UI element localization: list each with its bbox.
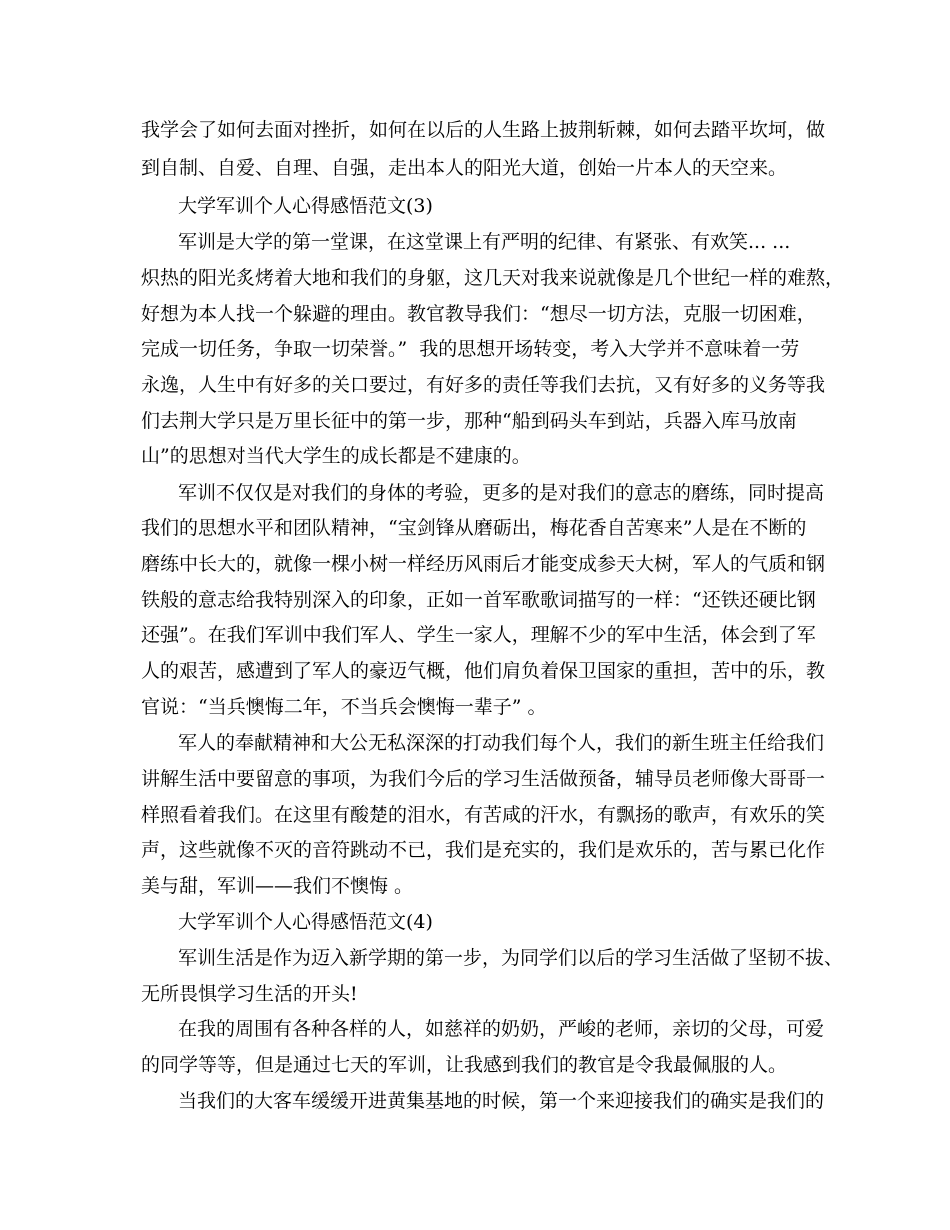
text-line: 军训是大学的第一堂课，在这堂课上有严明的纪律、有紧张、有欢笑... ... (178, 231, 791, 253)
text-line: 还强”。在我们军训中我们军人、学生一家人，理解不少的军中生活，体会到了军 (141, 624, 816, 646)
text-line: 的同学等等，但是通过七天的军训，让我感到我们的教官是令我最佩服的人。 (141, 1054, 788, 1076)
text-line: 军训不仅仅是对我们的身体的考验，更多的是对我们的意志的磨练，同时提高 (178, 482, 825, 504)
text-line: 磨练中长大的，就像一棵小树一样经历风雨后才能变成参天大树，军人的气质和钢 (141, 553, 826, 575)
text-line: 样照看着我们。在这里有酸楚的泪水，有苦咸的汗水，有飘扬的歌声，有欢乐的笑 (141, 804, 826, 826)
text-line: 永逸，人生中有好多的关口要过，有好多的责任等我们去抗，又有好多的义务等我 (141, 374, 826, 396)
text-line: 人的艰苦，感遭到了军人的豪迈气概，他们肩负着保卫国家的重担，苦中的乐，教 (141, 660, 826, 682)
text-line: 好想为本人找一个躲避的理由。教官教导我们：“想尽一切方法，克服一切困难， (141, 303, 816, 325)
text-line: 讲解生活中要留意的事项，为我们今后的学习生活做预备，辅导员老师像大哥哥一 (141, 768, 826, 790)
section-heading: 大学军训个人心得感悟范文(4) (178, 911, 433, 933)
text-line: 军训生活是作为迈入新学期的第一步，为同学们以后的学习生活做了坚韧不拔、 (178, 947, 844, 969)
text-line: 声，这些就像不灭的音符跳动不已，我们是充实的，我们是欢乐的，苦与累已化作 (141, 839, 826, 861)
text-line: 在我的周围有各种各样的人，如慈祥的奶奶，严峻的老师，亲切的父母，可爱 (178, 1018, 825, 1040)
text-line: 无所畏惧学习生活的开头! (141, 983, 358, 1005)
text-line: 官说：“当兵懊悔二年，不当兵会懊悔一辈子” 。 (141, 696, 547, 718)
text-line: 们去荆大学只是万里长征中的第一步，那种“船到码头车到站，兵器入库马放南 (141, 410, 797, 432)
section-heading: 大学军训个人心得感悟范文(3) (178, 195, 433, 217)
text-line: 山”的思想对当代大学生的成长都是不建康的。 (141, 445, 531, 467)
text-line: 到自制、自爱、自理、自强，走出本人的阳光大道，创始一片本人的天空来。 (141, 157, 788, 179)
text-line: 铁般的意志给我特别深入的印象，正如一首军歌歌词描写的一样：“还铁还硬比钢 (141, 589, 816, 611)
text-line: 当我们的大客车缓缓开进黄集基地的时候，第一个来迎接我们的确实是我们的 (178, 1090, 825, 1112)
text-line: 完成一切任务，争取一切荣誉。” 我的思想开场转变，考入大学并不意味着一劳 (141, 338, 800, 360)
text-line: 我们的思想水平和团队精神，“宝剑锋从磨砺出，梅花香自苦寒来”人是在不断的 (141, 517, 807, 539)
text-line: 军人的奉献精神和大公无私深深的打动我们每个人，我们的新生班主任给我们 (178, 732, 825, 754)
text-line: 美与甜，军训——我们不懊悔 。 (141, 875, 414, 897)
text-line: 炽热的阳光炙烤着大地和我们的身躯，这几天对我来说就像是几个世纪一样的难熬， (141, 267, 845, 289)
text-line: 我学会了如何去面对挫折，如何在以后的人生路上披荆斩棘，如何去踏平坎坷，做 (141, 119, 826, 141)
